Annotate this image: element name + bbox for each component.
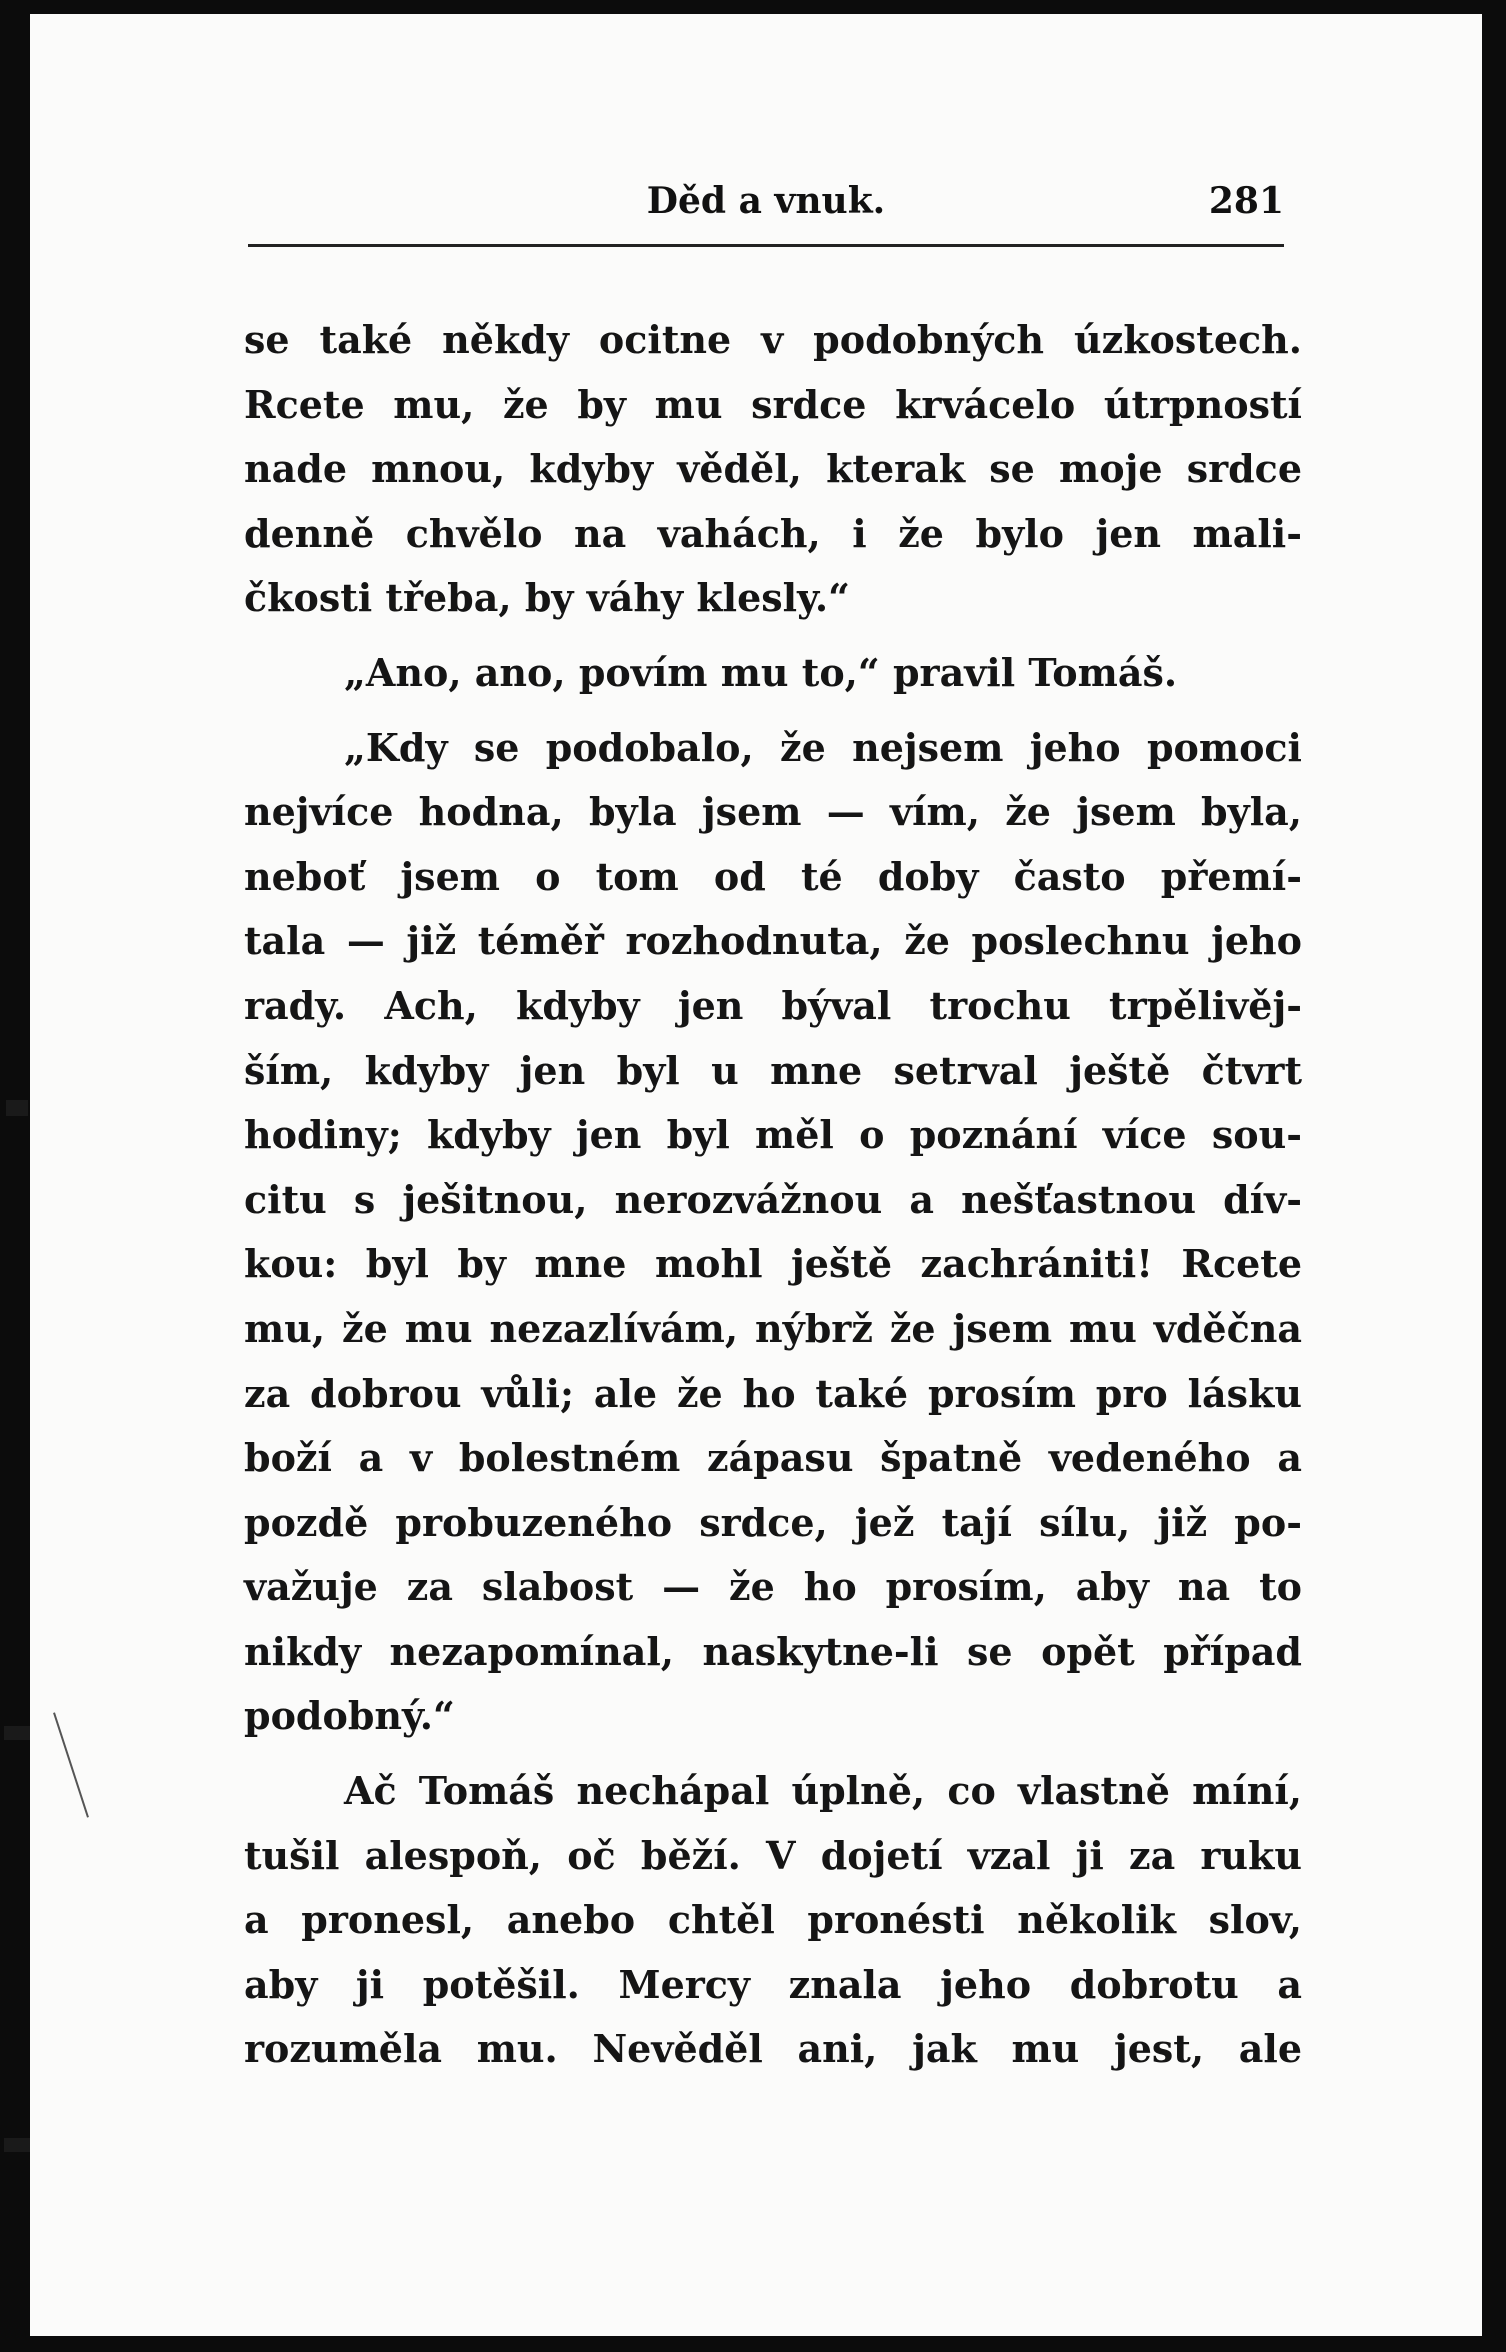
- page-number: 281: [1208, 180, 1284, 222]
- binding-edge: [14, 0, 30, 2352]
- paragraph-gap: [244, 706, 1302, 716]
- text-line: aby ji potěšil. Mercy znala jeho dobrotu a: [244, 1961, 1302, 2007]
- text-line: ším, kdyby jen byl u mne setrval ještě čtvrt: [244, 1047, 1302, 1093]
- text-line: neboť jsem o tom od té doby často přemí-: [244, 853, 1302, 899]
- text-line: mu, že mu nezazlívám, nýbrž že jsem mu vděčna: [244, 1305, 1302, 1351]
- text-line: pozdě probuzeného srdce, jež tají sílu, již po-: [244, 1499, 1302, 1545]
- text-line: se také někdy ocitne v podobných úzkostech.: [244, 317, 1302, 362]
- binding-notch: [6, 1100, 28, 1116]
- paragraph-gap: [244, 631, 1302, 641]
- paragraph-gap: [244, 1749, 1302, 1759]
- text-line: tala — již téměř rozhodnuta, že poslechnu jeho: [244, 918, 1302, 964]
- text-line: kou: byl by mne mohl ještě zachrániti! Rcete: [244, 1241, 1302, 1287]
- text-line: podobný.“: [244, 1693, 455, 1739]
- text-line: rozuměla mu. Nevěděl ani, jak mu jest, ale: [244, 2026, 1302, 2072]
- running-header: [248, 180, 1284, 230]
- text-line: Rcete mu, že by mu srdce krvácelo útrpností: [244, 381, 1302, 427]
- running-title: Děd a vnuk.: [646, 180, 886, 222]
- text-line: za dobrou vůli; ale že ho také prosím pro lásku: [244, 1370, 1302, 1416]
- text-line: citu s ješitnou, nerozvážnou a nešťastnou dív-: [244, 1176, 1302, 1222]
- text-line: nikdy nezapomínal, naskytne-li se opět případ: [244, 1628, 1302, 1674]
- text-line: „Kdy se podobalo, že nejsem jeho pomoci: [344, 724, 1302, 770]
- text-line: denně chvělo na vahách, i že bylo jen mali-: [244, 510, 1302, 556]
- text-line: hodiny; kdyby jen byl měl o poznání více sou-: [244, 1112, 1302, 1158]
- text-line: „Ano, ano, povím mu to,“ pravil Tomáš.: [344, 649, 1178, 695]
- text-line: Ač Tomáš nechápal úplně, co vlastně míní,: [344, 1768, 1302, 1814]
- text-line: boží a v bolestném zápasu špatně vedeného a: [244, 1435, 1302, 1481]
- text-line: nejvíce hodna, byla jsem — vím, že jsem byla,: [244, 789, 1302, 835]
- text-line: nade mnou, kdyby věděl, kterak se moje srdce: [244, 446, 1302, 492]
- body-text: [244, 308, 1302, 2082]
- text-line: važuje za slabost — že ho prosím, aby na to: [244, 1564, 1302, 1610]
- binding-notch: [4, 2138, 30, 2152]
- header-rule: [248, 244, 1284, 247]
- text-line: čkosti třeba, by váhy klesly.“: [244, 575, 850, 621]
- binding-notch: [4, 1726, 30, 1740]
- text-line: tušil alespoň, oč běží. V dojetí vzal ji za ruku: [244, 1832, 1302, 1878]
- text-line: a pronesl, anebo chtěl pronésti několik slov,: [244, 1897, 1302, 1943]
- text-line: rady. Ach, kdyby jen býval trochu trpělivěj-: [244, 982, 1302, 1028]
